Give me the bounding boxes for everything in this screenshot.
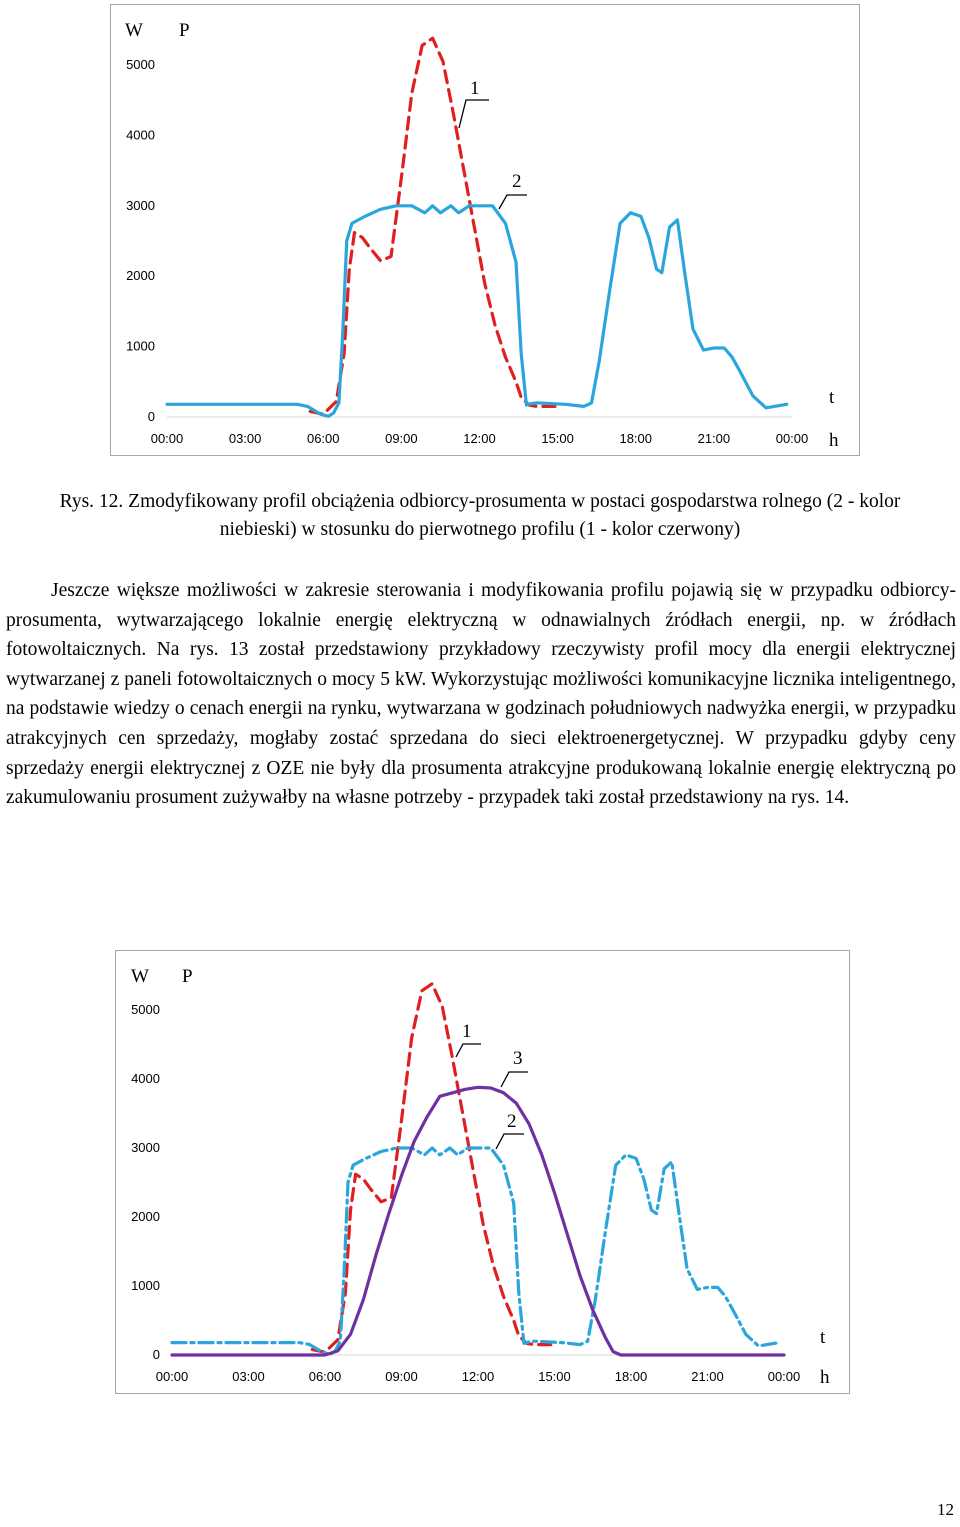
figure-12-chart — [110, 4, 860, 456]
y-tick-label: 4000 — [131, 1071, 160, 1086]
series-3-callout-leader — [501, 1072, 528, 1087]
series-2-line — [167, 206, 787, 416]
y-tick-label: 2000 — [126, 268, 155, 284]
y-tick-label: 0 — [147, 409, 155, 424]
series-1-callout-leader — [459, 100, 489, 128]
y-tick-label: 3000 — [131, 1140, 160, 1155]
y-axis-letter-w: W — [125, 20, 143, 41]
body-paragraph — [6, 576, 956, 813]
x-tick-label: 00:00 — [767, 1369, 801, 1384]
figure-12-caption: Rys. 12. Zmodyfikowany profil obciążenia odbiorcy-prosumenta w postaci gospodarstwa rolnego (2 - kolor niebieski) w stosunku do pierwotnego profilu (1 - kolor czerwony) — [59, 491, 901, 540]
y-tick-label: 1000 — [126, 338, 155, 354]
x-tick-label: 12:00 — [463, 431, 496, 446]
y-tick-label: 5000 — [126, 57, 155, 72]
y-tick-label: 0 — [152, 1347, 160, 1362]
x-axis-letter-h: h — [820, 1367, 830, 1388]
series-1-callout-label: 1 — [470, 78, 480, 99]
x-axis-letter-t: t — [820, 1327, 826, 1348]
series-2-callout-label: 2 — [507, 1111, 517, 1132]
x-tick-label: 09:00 — [385, 1369, 418, 1384]
x-tick-label: 18:00 — [619, 431, 653, 446]
x-tick-label: 15:00 — [541, 431, 574, 446]
x-tick-label: 21:00 — [697, 431, 731, 446]
x-tick-label: 00:00 — [775, 431, 809, 446]
y-tick-label: 3000 — [126, 197, 155, 213]
series-3-line — [172, 1087, 784, 1355]
x-tick-label: 03:00 — [228, 431, 262, 446]
x-tick-label: 00:00 — [155, 1369, 189, 1384]
series-1-callout-label: 1 — [462, 1021, 472, 1042]
x-tick-label: 15:00 — [538, 1369, 571, 1384]
x-tick-label: 03:00 — [232, 1369, 265, 1384]
y-tick-label: 5000 — [131, 1002, 160, 1017]
figure-13-chart — [115, 950, 850, 1394]
figure-13-plot — [116, 951, 851, 1395]
figure-12-plot — [111, 5, 861, 457]
body-paragraph-text: Jeszcze większe możliwości w zakresie sterowania i modyfikowania profilu pojawią się w przypadku odbiorcy-prosumenta, wytwarzającego lokalnie energię elektryczną w odnawialnych źródłach energii, np. w źródłach fotowoltaicznych. Na rys. 13 został przedstawiony przykładowy rzeczywisty profil mocy dla energii elektrycznej wytwarzanej z paneli fotowoltaicznych o mocy 5 kW. Wykorzystując możliwości komunikacyjne licznika inteligentnego, na podstawie wiedzy o cenach energii na rynku, wytwarzana w godzinach południowych nadwyżka energii, w przypadku atrakcyjnych cen sprzedaży, mogłaby zostać sprzedana do sieci elektroenergetycznej. W przypadku gdyby ceny sprzedaży energii elektrycznej z OZE nie były dla prosumenta atrakcyjne produkowaną lokalnie energię elektryczną po zakumulowaniu prosument zużywałby na własne potrzeby - przypadek taki został przedstawiony na rys. 14. — [6, 580, 956, 809]
x-tick-label: 21:00 — [691, 1369, 724, 1384]
series-3-callout-label: 3 — [513, 1048, 523, 1069]
x-tick-label: 06:00 — [306, 431, 340, 446]
y-tick-label: 1000 — [131, 1278, 160, 1293]
x-tick-label: 09:00 — [385, 431, 418, 446]
y-tick-label: 2000 — [131, 1209, 160, 1224]
x-axis-letter-t: t — [829, 387, 835, 408]
x-tick-label: 12:00 — [461, 1369, 495, 1384]
series-2-callout-leader — [496, 1134, 524, 1149]
series-1-callout-leader — [456, 1044, 481, 1057]
series-2-callout-leader — [499, 195, 527, 209]
y-axis-letter-w: W — [131, 966, 149, 987]
series-2-callout-label: 2 — [512, 171, 522, 192]
y-axis-letter-p: P — [179, 20, 190, 41]
y-axis-letter-p: P — [182, 966, 193, 987]
x-tick-label: 06:00 — [308, 1369, 342, 1384]
x-axis-letter-h: h — [829, 430, 839, 451]
page-number: 12 — [937, 1500, 954, 1519]
y-tick-label: 4000 — [126, 127, 155, 143]
series-1-line — [312, 984, 557, 1352]
x-tick-label: 18:00 — [614, 1369, 648, 1384]
x-tick-label: 00:00 — [150, 431, 184, 446]
